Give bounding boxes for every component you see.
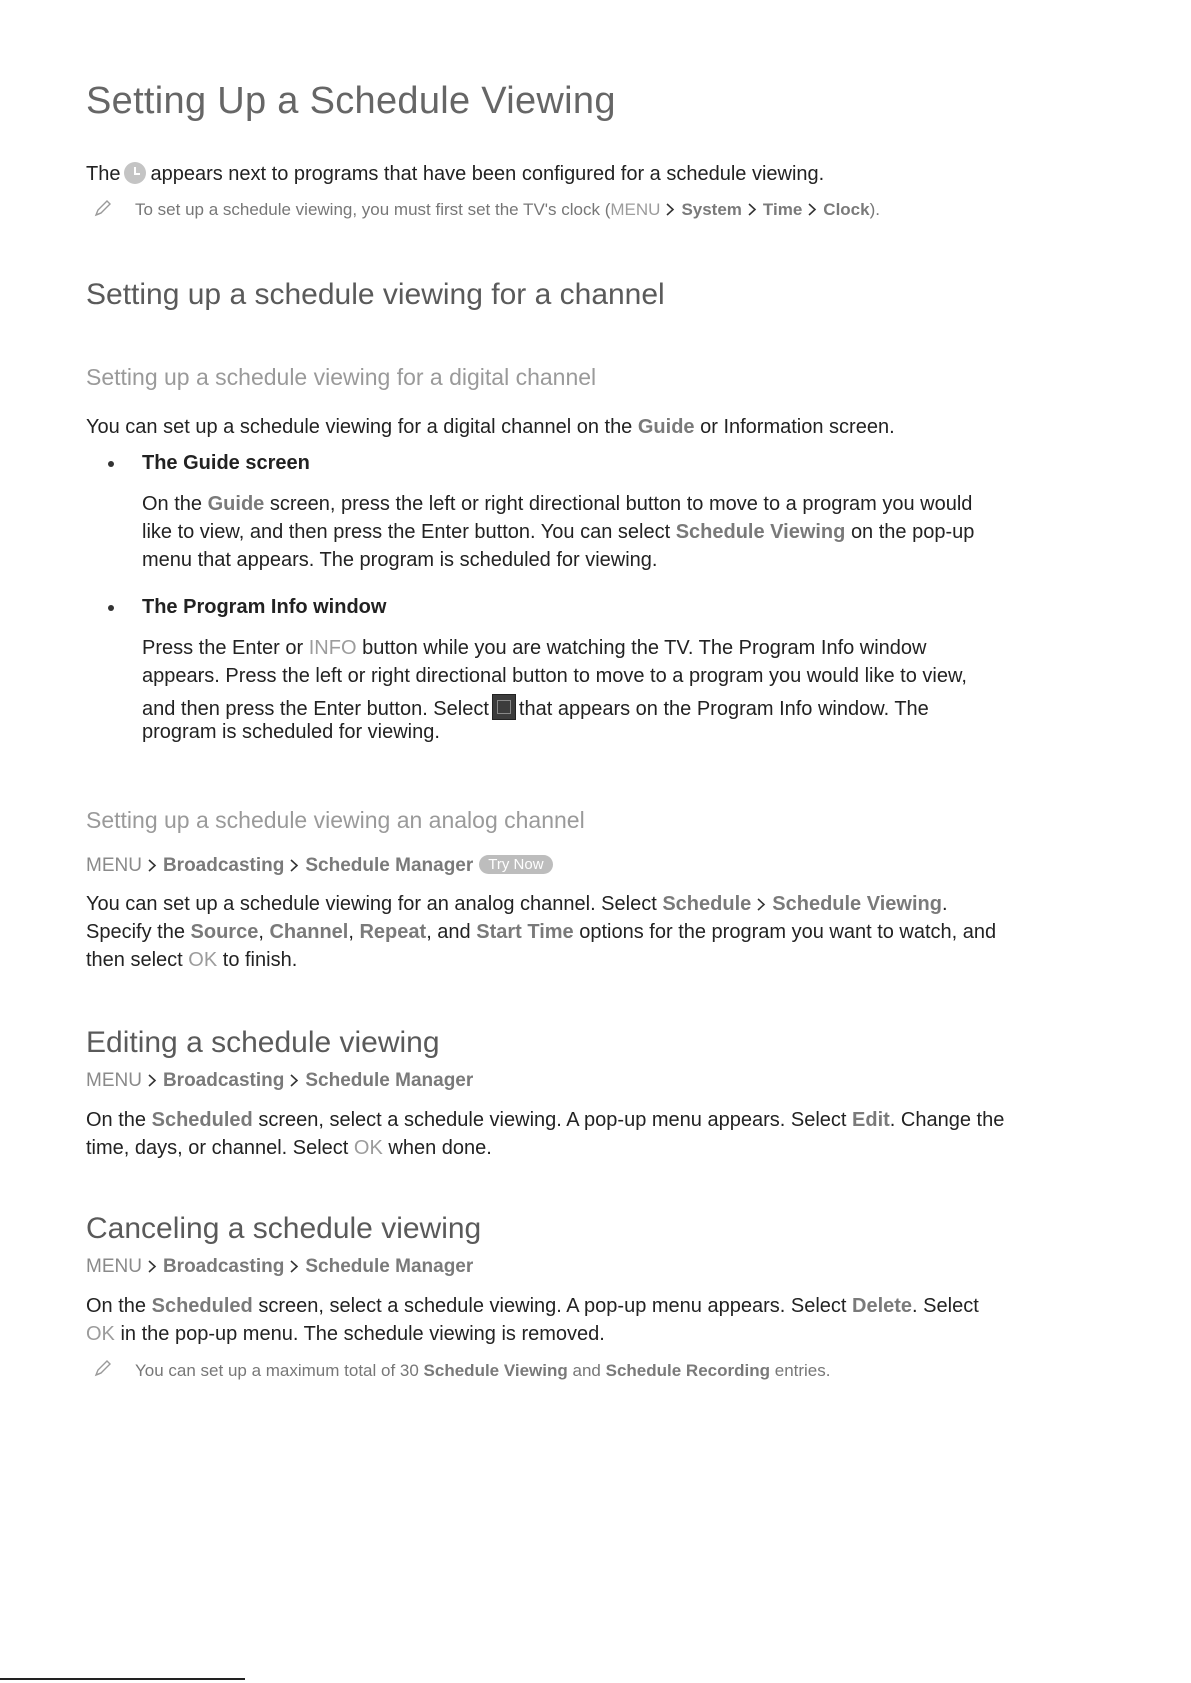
- chevron-right-icon: [148, 1256, 157, 1278]
- page-title: Setting Up a Schedule Viewing: [86, 80, 616, 122]
- edit-line-2: time, days, or channel. Select OK when done.: [86, 1137, 492, 1159]
- info-line-3: and then press the Enter button. Select that appears on the Program Info window. The: [142, 694, 929, 723]
- try-now-button[interactable]: Try Now: [479, 855, 552, 874]
- guide-line-1: On the Guide screen, press the left or right directional button to move to a program you would: [142, 493, 973, 515]
- analog-line-2: Specify the Source, Channel, Repeat, and Start Time options for the program you want to watch, and: [86, 921, 997, 943]
- note-pencil-icon: [93, 198, 113, 218]
- digital-intro: You can set up a schedule viewing for a digital channel on the Guide or Information screen.: [86, 416, 895, 438]
- subheading-digital: Setting up a schedule viewing for a digital channel: [86, 364, 597, 390]
- chevron-right-icon: [748, 200, 757, 220]
- guide-line-3: menu that appears. The program is scheduled for viewing.: [142, 549, 658, 571]
- intro-line: The appears next to programs that have been configured for a schedule viewing.: [86, 163, 825, 185]
- chevron-right-icon: [148, 855, 157, 877]
- edit-menu-path: MENU Broadcasting Schedule Manager: [86, 1070, 474, 1091]
- section-heading-canceling: Canceling a schedule viewing: [86, 1212, 482, 1245]
- note-pencil-icon: [93, 1358, 113, 1378]
- section-heading-editing: Editing a schedule viewing: [86, 1026, 440, 1059]
- info-line-4: program is scheduled for viewing.: [142, 721, 440, 743]
- chevron-right-icon: [290, 855, 299, 877]
- max-entries-note: You can set up a maximum total of 30 Schedule Viewing and Schedule Recording entries.: [135, 1361, 831, 1380]
- edit-line-1: On the Scheduled screen, select a schedule viewing. A pop-up menu appears. Select Edit. Change the: [86, 1109, 1005, 1131]
- bullet-dot: [108, 461, 114, 467]
- chevron-right-icon: [290, 1256, 299, 1278]
- chevron-right-icon: [808, 200, 817, 220]
- analog-menu-path: MENU Broadcasting Schedule Manager Try Now: [86, 855, 553, 877]
- clock-note: To set up a schedule viewing, you must first set the TV's clock (MENU System Time Clock).: [135, 200, 880, 219]
- schedule-viewing-icon: [492, 694, 516, 720]
- analog-line-1: You can set up a schedule viewing for an analog channel. Select Schedule Schedule Viewing.: [86, 890, 948, 918]
- subheading-analog: Setting up a schedule viewing an analog channel: [86, 807, 585, 833]
- chevron-right-icon: [290, 1070, 299, 1092]
- cancel-menu-path: MENU Broadcasting Schedule Manager: [86, 1256, 474, 1277]
- schedule-clock-icon: [124, 162, 146, 184]
- section-heading-channel: Setting up a schedule viewing for a channel: [86, 278, 665, 311]
- chevron-right-icon: [148, 1070, 157, 1092]
- bullet-title-program-info: The Program Info window: [142, 596, 387, 618]
- bullet-dot: [108, 605, 114, 611]
- bullet-title-guide: The Guide screen: [142, 452, 310, 474]
- cancel-line-1: On the Scheduled screen, select a schedule viewing. A pop-up menu appears. Select Delete. Select: [86, 1295, 979, 1317]
- chevron-right-icon: [666, 200, 675, 220]
- footer-rule: [0, 1678, 245, 1680]
- info-line-1: Press the Enter or INFO button while you are watching the TV. The Program Info window: [142, 637, 927, 659]
- guide-line-2: like to view, and then press the Enter button. You can select Schedule Viewing on the pop-up: [142, 521, 975, 543]
- info-line-2: appears. Press the left or right directional button to move to a program you would like to view,: [142, 665, 967, 687]
- chevron-right-icon: [757, 890, 766, 918]
- cancel-line-2: OK in the pop-up menu. The schedule viewing is removed.: [86, 1323, 605, 1345]
- analog-line-3: then select OK to finish.: [86, 949, 298, 971]
